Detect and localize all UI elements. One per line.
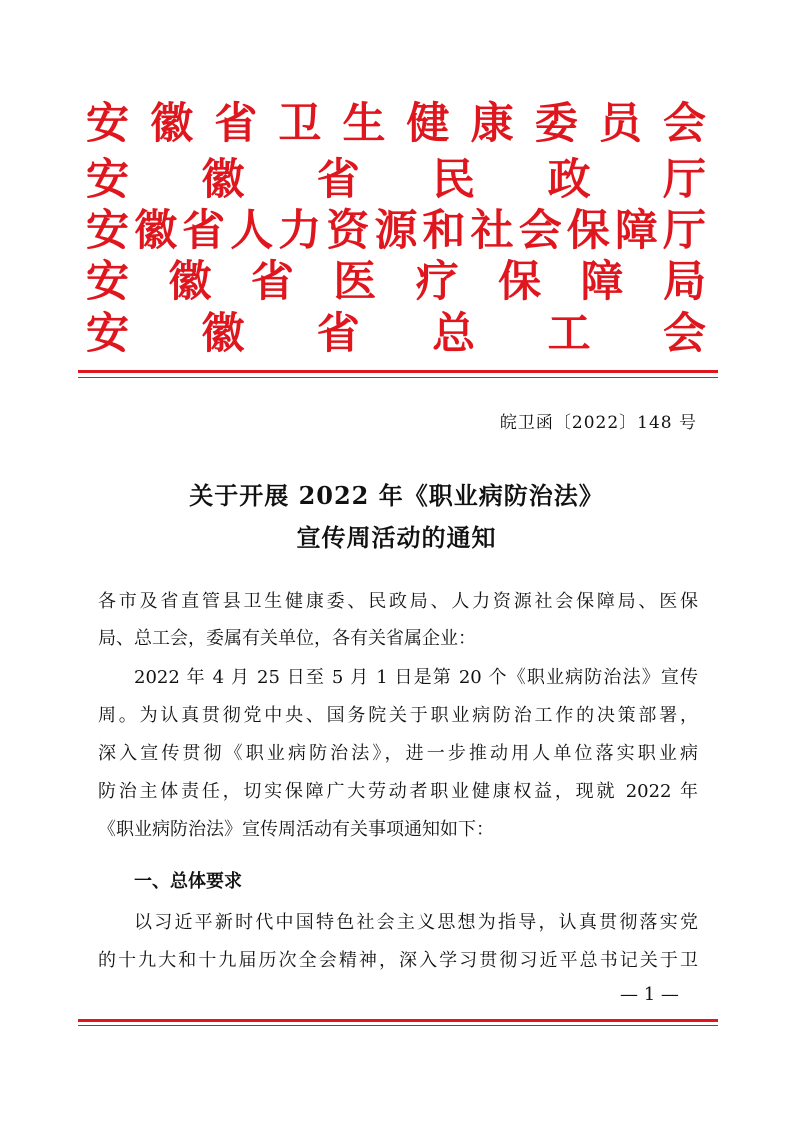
issuer-char: 省 xyxy=(182,206,226,256)
header-rule-thin xyxy=(78,377,718,378)
issuer-char: 徽 xyxy=(168,257,212,307)
issuer-char: 安 xyxy=(86,99,129,149)
issuer-char: 徽 xyxy=(201,155,245,205)
header-rule-thick xyxy=(78,370,718,373)
issuer-char: 康 xyxy=(470,99,514,149)
issuer-char: 会 xyxy=(518,206,562,256)
issuer-char: 安 xyxy=(86,309,129,359)
issuer-line-4 xyxy=(86,258,706,306)
issuer-char: 卫 xyxy=(278,99,322,149)
paragraph-1-line-3: 深入宣传贯彻《职业病防治法》，进一步推动用人单位落实职业病 xyxy=(98,743,698,764)
issuer-char: 徽 xyxy=(201,309,245,359)
issuer-line-5 xyxy=(86,310,706,358)
issuer-char: 保 xyxy=(498,257,542,307)
footer-rule-thick xyxy=(78,1019,718,1022)
issuer-char: 生 xyxy=(342,99,386,149)
paragraph-1-line-4: 防治主体责任，切实保障广大劳动者职业健康权益，现就 2022 年 xyxy=(98,781,698,802)
issuer-char: 局 xyxy=(662,257,706,307)
issuer-char: 民 xyxy=(432,155,476,205)
footer-rule-thin xyxy=(78,1025,718,1026)
issuer-char: 源 xyxy=(374,206,418,256)
section-heading-1: 一、总体要求 xyxy=(134,871,242,892)
issuer-char: 员 xyxy=(598,99,642,149)
issuer-char: 会 xyxy=(662,99,706,149)
issuer-char: 省 xyxy=(250,257,294,307)
issuer-char: 安 xyxy=(86,257,129,307)
issuer-char: 保 xyxy=(566,206,610,256)
issuer-char: 医 xyxy=(333,257,377,307)
paragraph-2-line-1: 以习近平新时代中国特色社会主义思想为指导，认真贯彻落实党 xyxy=(134,912,698,933)
issuer-char: 健 xyxy=(406,99,450,149)
issuer-char: 和 xyxy=(422,206,466,256)
issuer-char: 徽 xyxy=(150,99,194,149)
page-number: — 1 — xyxy=(620,984,679,1005)
issuer-char: 省 xyxy=(316,155,360,205)
title-line-2: 宣传周活动的通知 xyxy=(296,523,497,552)
document-number: 皖卫函〔2022〕148 号 xyxy=(499,413,697,433)
title-line-1: 关于开展 2022 年《职业病防治法》 xyxy=(189,481,604,510)
issuer-char: 厅 xyxy=(662,155,706,205)
issuer-char: 委 xyxy=(534,99,578,149)
issuer-char: 省 xyxy=(214,99,258,149)
issuer-char: 力 xyxy=(278,206,322,256)
issuer-char: 社 xyxy=(470,206,514,256)
paragraph-1-line-2: 周。为认真贯彻党中央、国务院关于职业病防治工作的决策部署， xyxy=(98,705,698,726)
issuer-char: 疗 xyxy=(415,257,459,307)
issuer-char: 障 xyxy=(614,206,658,256)
issuer-char: 人 xyxy=(230,206,274,256)
issuer-char: 政 xyxy=(547,155,591,205)
issuer-char: 安 xyxy=(86,206,129,256)
addressee-line-2: 局、总工会，委属有关单位，各有关省属企业： xyxy=(98,628,476,649)
issuer-char: 安 xyxy=(86,155,129,205)
issuer-char: 徽 xyxy=(134,206,178,256)
issuer-char: 厅 xyxy=(662,206,706,256)
issuer-line-1 xyxy=(86,100,706,148)
issuer-char: 总 xyxy=(432,309,476,359)
issuer-char: 会 xyxy=(662,309,706,359)
issuer-line-2 xyxy=(86,156,706,204)
paragraph-1-line-5: 《职业病防治法》宣传周活动有关事项通知如下： xyxy=(98,819,494,840)
issuer-char: 障 xyxy=(580,257,624,307)
paragraph-1-line-1: 2022 年 4 月 25 日至 5 月 1 日是第 20 个《职业病防治法》宣传 xyxy=(134,667,698,688)
issuer-char: 省 xyxy=(316,309,360,359)
paragraph-2-line-2: 的十九大和十九届历次全会精神，深入学习贯彻习近平总书记关于卫 xyxy=(98,950,698,971)
addressee-line-1: 各市及省直管县卫生健康委、民政局、人力资源社会保障局、医保 xyxy=(98,591,698,612)
issuer-line-3 xyxy=(86,207,706,255)
issuer-char: 工 xyxy=(547,309,591,359)
issuer-char: 资 xyxy=(326,206,370,256)
